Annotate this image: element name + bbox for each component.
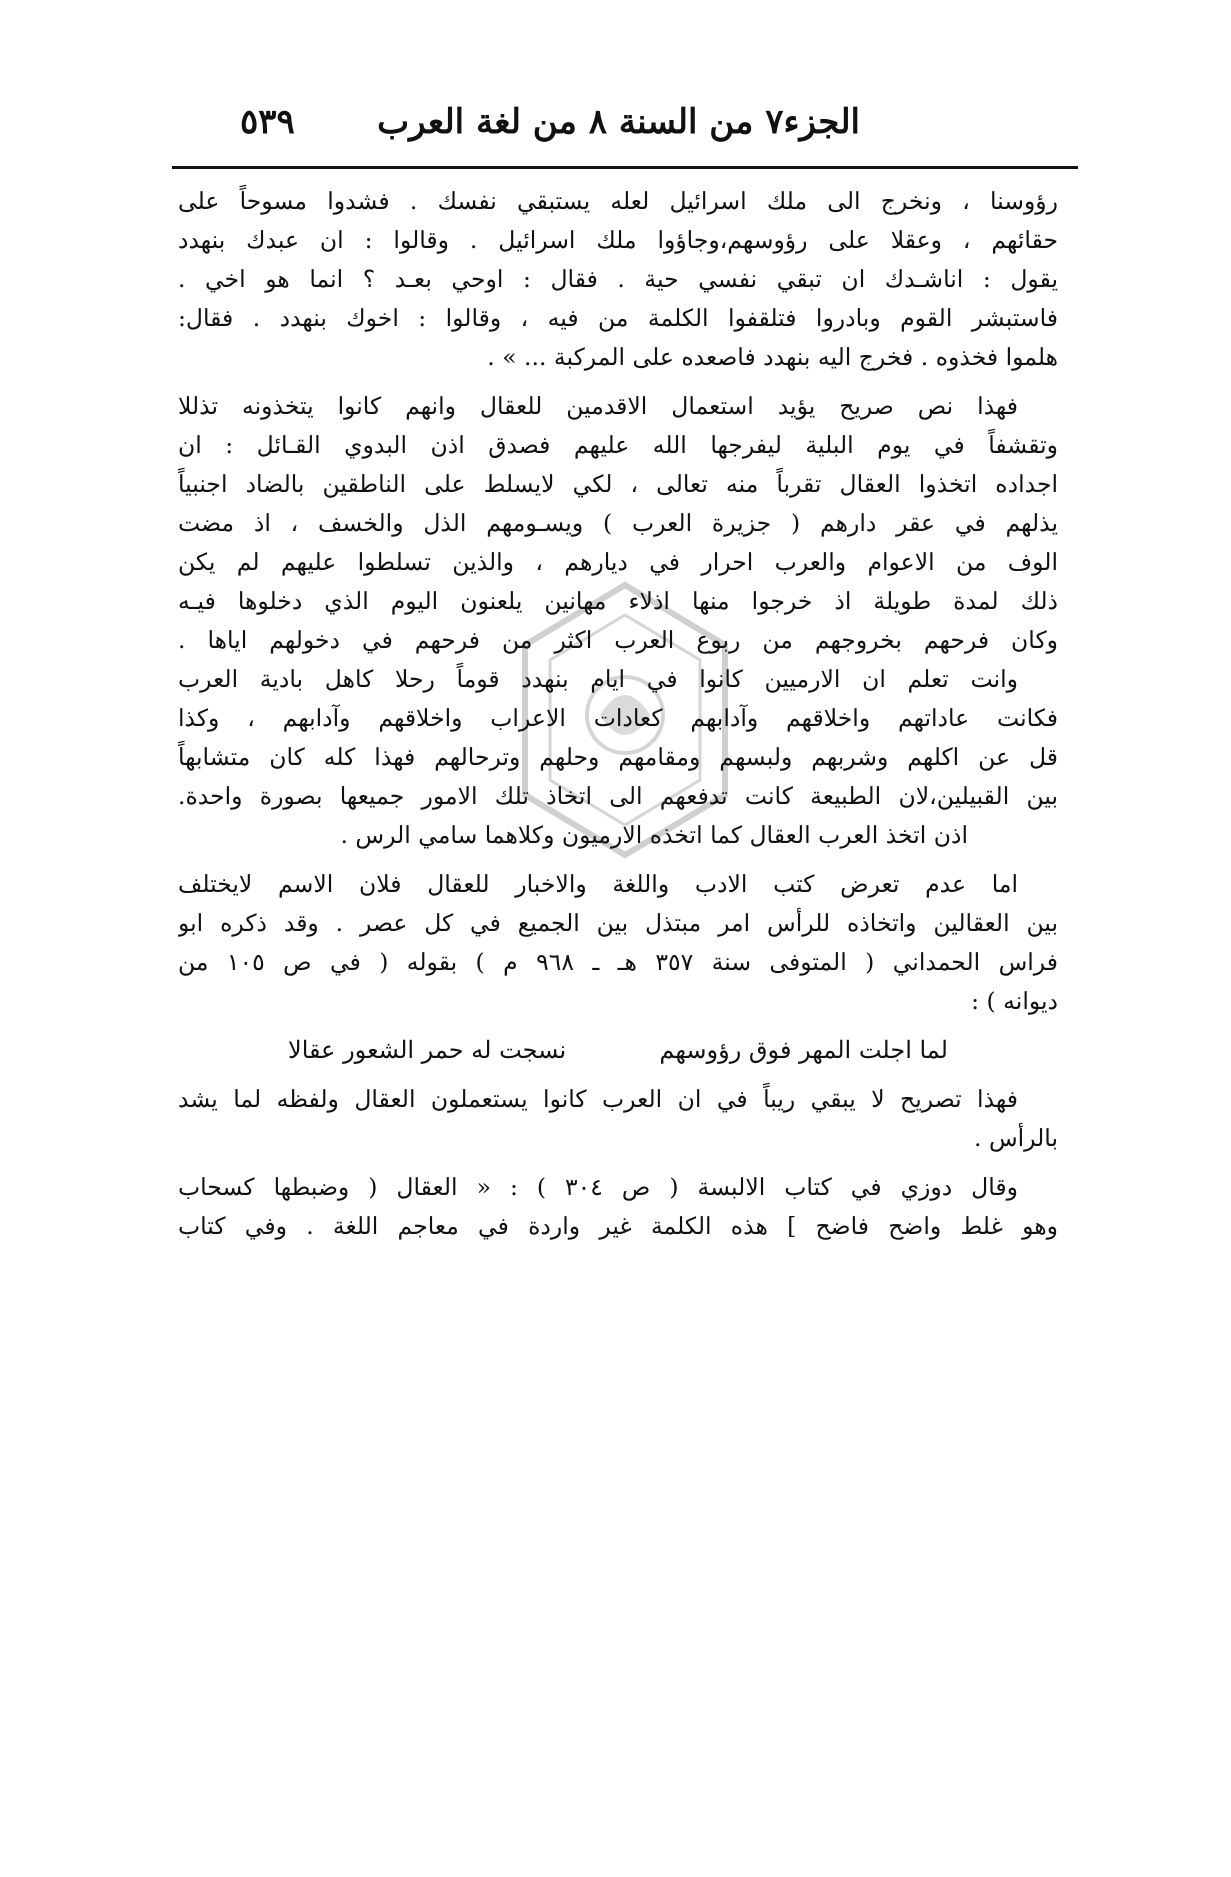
text-line: اما عدم تعرض كتب الادب واللغة والاخبار للعقال فلان الاسم لايختلف bbox=[178, 870, 1018, 898]
paragraph-1 bbox=[178, 182, 1058, 377]
text-line: ديوانه ) : bbox=[971, 987, 1058, 1015]
poetry-verse bbox=[178, 1031, 1058, 1070]
verse-hemistich-right: لما اجلت المهر فوق رؤوسهم bbox=[659, 1036, 948, 1064]
text-line: وهو غلط واضح فاضح ] هذه الكلمة غير واردة في معاجم اللغة . وفي كتاب bbox=[178, 1212, 1058, 1240]
text-line: الوف من الاعوام والعرب احرار في ديارهم ، والذين تسلطوا عليهم لم يكن bbox=[178, 548, 1058, 576]
page-number: ٥٣٩ bbox=[240, 102, 295, 142]
text-line: فكانت عاداتهم واخلاقهم وآدابهم كعادات الاعراب واخلاقهم وآدابهم ، وكذا bbox=[178, 704, 1058, 732]
text-line: وقال دوزي في كتاب الالبسة ( ص ٣٠٤ ) : « العقال ( وضبطها كسحاب bbox=[178, 1173, 1018, 1201]
text-line: بالرأس . bbox=[974, 1124, 1058, 1152]
text-line: يذلهم في عقر دارهم ( جزيرة العرب ) ويسـومهم الذل والخسف ، اذ مضت bbox=[178, 509, 1058, 537]
paragraph-7 bbox=[178, 1168, 1058, 1246]
text-line: رؤوسنا ، ونخرج الى ملك اسرائيل لعله يستبقي نفسك . فشدوا مسوحاً على bbox=[178, 187, 1058, 215]
verse-hemistich-left: نسجت له حمر الشعور عقالا bbox=[288, 1036, 567, 1064]
text-line: حقائهم ، وعقلا على رؤوسهم،وجاؤوا ملك اسرائيل . وقالوا : ان عبدك بنهدد bbox=[178, 226, 1058, 254]
text-line: قل عن اكلهم وشربهم ولبسهم ومقامهم وحلهم وترحالهم فهذا كله كان متشابهاً bbox=[178, 743, 1058, 771]
text-line: بين العقالين واتخاذه للرأس امر مبتذل بين الجميع في كل عصر . وقد ذكره ابو bbox=[178, 909, 1058, 937]
text-line: فهذا تصريح لا يبقي ريباً في ان العرب كانوا يستعملون العقال ولفظه لما يشد bbox=[178, 1085, 1018, 1113]
article-body bbox=[178, 182, 1058, 1246]
text-line: اجداده اتخذوا العقال تقرباً منه تعالى ، لكي لايسلط على الناطقين بالضاد اجنبياً bbox=[178, 470, 1058, 498]
text-line: هلموا فخذوه . فخرج اليه بنهدد فاصعده على المركبة ... » . bbox=[487, 343, 1058, 371]
paragraph-5 bbox=[178, 865, 1058, 1021]
text-line: وتقشفاً في يوم البلية ليفرجها الله عليهم فصدق اذن البدوي القـائل : ان bbox=[178, 431, 1058, 459]
text-line: فهذا نص صريح يؤيد استعمال الاقدمين للعقال وانهم كانوا يتخذونه تذللا bbox=[178, 392, 1018, 420]
text-line: فاستبشر القوم وبادروا فتلقفوا الكلمة من فيه ، وقالوا : اخوك بنهدد . فقال: bbox=[178, 304, 1058, 332]
text-line: فراس الحمداني ( المتوفى سنة ٣٥٧ هـ ـ ٩٦٨ م ) بقوله ( في ص ١٠٥ من bbox=[178, 948, 1058, 976]
text-line: اذن اتخذ العرب العقال كما اتخذه الارميون وكلاهما سامي الرس . bbox=[340, 821, 968, 849]
paragraph-2 bbox=[178, 387, 1058, 660]
header-rule bbox=[172, 166, 1078, 169]
header-title: الجزء٧ من السنة ٨ من لغة العرب bbox=[377, 102, 860, 142]
text-line: ذلك لمدة طويلة اذ خرجوا منها اذلاء مهانين يلعنون اليوم الذي دخلوها فيـه bbox=[178, 587, 1058, 615]
text-line: وكان فرحهم بخروجهم من ربوع العرب اكثر من فرحهم في دخولهم اياها . bbox=[178, 626, 1058, 654]
paragraph-4 bbox=[178, 816, 1058, 855]
text-line: وانت تعلم ان الارميين كانوا في ايام بنهدد قوماً رحلا كاهل بادية العرب bbox=[178, 665, 1018, 693]
running-header bbox=[240, 102, 860, 142]
text-line: يقول : اناشـدك ان تبقي نفسي حية . فقال : اوحي بعـد ؟ انما هو اخي . bbox=[178, 265, 1058, 293]
paragraph-6 bbox=[178, 1080, 1058, 1158]
text-line: بين القبيلين،لان الطبيعة كانت تدفعهم الى اتخاذ تلك الامور جميعها بصورة واحدة. bbox=[178, 782, 1058, 810]
paragraph-3 bbox=[178, 660, 1058, 816]
